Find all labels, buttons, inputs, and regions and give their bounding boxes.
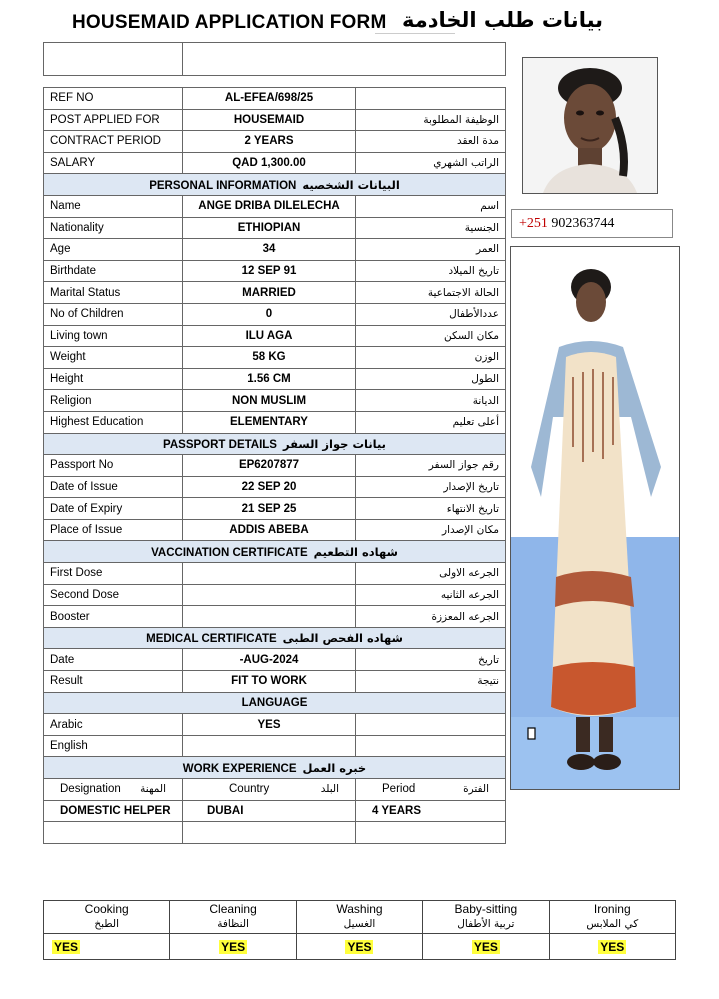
label: Washing (336, 902, 383, 916)
label: Cleaning (209, 902, 257, 916)
value: 12 SEP 91 (183, 260, 356, 282)
value: YES (347, 939, 372, 954)
skill-ironing-header (549, 901, 675, 934)
row-place-of-issue (44, 519, 506, 541)
label-ar: عددالأطفال (356, 303, 506, 325)
value: FIT TO WORK (183, 671, 356, 693)
label: Name (44, 195, 183, 217)
section-heading: PERSONAL INFORMATION (149, 179, 297, 192)
value: ILU AGA (183, 325, 356, 347)
phone-digits: 902363744 (551, 216, 615, 231)
skill-cleaning-header (170, 901, 296, 934)
section-medical (44, 627, 506, 649)
label: Arabic (44, 714, 183, 736)
blank-cell (356, 822, 506, 844)
section-personal-information (44, 174, 506, 196)
label-ar: الطول (356, 368, 506, 390)
label-ar: مدة العقد (356, 131, 506, 153)
label: Highest Education (44, 411, 183, 433)
label: Nationality (44, 217, 183, 239)
label: Marital Status (44, 282, 183, 304)
label: Date of Expiry (44, 498, 183, 520)
value: MARRIED (183, 282, 356, 304)
row-birthdate (44, 260, 506, 282)
value: 21 SEP 25 (183, 498, 356, 520)
value: HOUSEMAID (183, 109, 356, 131)
label: First Dose (44, 563, 183, 585)
row-english (44, 735, 506, 757)
section-heading: PASSPORT DETAILS (163, 438, 277, 451)
label: SALARY (44, 152, 183, 174)
label: Religion (44, 390, 183, 412)
section-passport-details (44, 433, 506, 455)
blank-cell (183, 822, 356, 844)
row-living-town (44, 325, 506, 347)
label: Place of Issue (44, 519, 183, 541)
label: Designation (60, 783, 121, 796)
section-vaccination (44, 541, 506, 563)
blank-cell (356, 735, 506, 757)
row-passport-no (44, 455, 506, 477)
row-medical-result (44, 671, 506, 693)
label-ar: الراتب الشهري (356, 152, 506, 174)
title-underline (375, 33, 455, 34)
value: YES (600, 939, 625, 954)
label: Ironing (593, 902, 631, 916)
label: Weight (44, 347, 183, 369)
label-ar: البلد (320, 783, 339, 796)
section-language (44, 692, 506, 714)
label-ar: مكان الإصدار (356, 519, 506, 541)
section-heading-ar: شهاده التطعيم (313, 544, 398, 559)
label-ar: مكان السكن (356, 325, 506, 347)
label-ar: تاريخ (356, 649, 506, 671)
full-body-photo (510, 246, 680, 790)
value: 2 YEARS (183, 131, 356, 153)
skill-cleaning-value (170, 934, 296, 960)
label-ar: تاريخ الانتهاء (356, 498, 506, 520)
blank-cell (44, 76, 506, 88)
row-salary (44, 152, 506, 174)
value: YES (54, 939, 79, 954)
label-ar (356, 88, 506, 110)
row-age (44, 239, 506, 261)
work-period: 4 YEARS (356, 800, 506, 822)
row-name (44, 195, 506, 217)
section-heading-ar: شهاده الفحص الطبى (282, 631, 403, 646)
value: 58 KG (183, 347, 356, 369)
label-ar: الوظيفة المطلوبة (356, 109, 506, 131)
label-ar: الجرعه المعززة (356, 606, 506, 628)
row-children (44, 303, 506, 325)
application-table (43, 42, 506, 844)
row-booster (44, 606, 506, 628)
label-ar: العمر (356, 239, 506, 261)
row-work-headers (44, 779, 506, 801)
label: Baby-sitting (454, 902, 518, 916)
label: English (44, 735, 183, 757)
value (183, 735, 356, 757)
label: Date (44, 649, 183, 671)
phone-country-code: +251 (519, 216, 548, 231)
label: Period (382, 783, 416, 796)
label: Date of Issue (44, 476, 183, 498)
form-title-english: HOUSEMAID APPLICATION FORM (72, 12, 387, 33)
value: YES (473, 939, 498, 954)
row-post-applied (44, 109, 506, 131)
header-period (356, 779, 506, 801)
label-ar: الجنسية (356, 217, 506, 239)
skill-cooking-header (44, 901, 170, 934)
section-work-experience (44, 757, 506, 779)
label-ar: رقم جواز السفر (356, 455, 506, 477)
row-ref-no (44, 88, 506, 110)
skill-washing-value (296, 934, 422, 960)
value (183, 563, 356, 585)
value: EP6207877 (183, 455, 356, 477)
row-marital-status (44, 282, 506, 304)
label: Passport No (44, 455, 183, 477)
label-ar: أعلى تعليم (356, 411, 506, 433)
label-ar: تربية الأطفال (457, 918, 515, 930)
portrait-photo (522, 57, 658, 194)
section-heading: WORK EXPERIENCE (182, 762, 297, 775)
phone-number (511, 209, 673, 238)
label-ar: تاريخ الإصدار (356, 476, 506, 498)
form-title-arabic: بيانات طلب الخادمة (402, 8, 604, 32)
label-ar: الوزن (356, 347, 506, 369)
section-heading: VACCINATION CERTIFICATE (151, 546, 308, 559)
value: ANGE DRIBA DILELECHA (183, 195, 356, 217)
blank-cell (44, 43, 183, 76)
label-ar: الحالة الاجتماعية (356, 282, 506, 304)
label: No of Children (44, 303, 183, 325)
label-ar: الديانة (356, 390, 506, 412)
label: Living town (44, 325, 183, 347)
blank-cell (356, 714, 506, 736)
label-ar: اسم (356, 195, 506, 217)
label-ar: المهنة (140, 783, 166, 796)
section-heading: LANGUAGE (241, 696, 308, 709)
label-ar: الطبخ (94, 918, 120, 930)
row-weight (44, 347, 506, 369)
work-country: DUBAI (183, 800, 356, 822)
value: ELEMENTARY (183, 411, 356, 433)
label: Booster (44, 606, 183, 628)
label: Result (44, 671, 183, 693)
skill-cooking-value (44, 934, 170, 960)
label: CONTRACT PERIOD (44, 131, 183, 153)
row-medical-date (44, 649, 506, 671)
label-ar: الفترة (463, 783, 489, 796)
skill-babysitting-header (423, 901, 549, 934)
section-heading-ar: خبره العمل (302, 760, 367, 775)
row-work-entry (44, 800, 506, 822)
header-country (183, 779, 356, 801)
row-education (44, 411, 506, 433)
section-heading-ar: بيانات جواز السفر (282, 436, 386, 451)
label-ar: النظافة (217, 918, 249, 930)
row-work-blank (44, 822, 506, 844)
value: 1.56 CM (183, 368, 356, 390)
skill-babysitting-value (423, 934, 549, 960)
work-designation: DOMESTIC HELPER (44, 800, 183, 822)
value: ADDIS ABEBA (183, 519, 356, 541)
row-second-dose (44, 584, 506, 606)
skills-table (43, 900, 676, 960)
skill-washing-header (296, 901, 422, 934)
value: AL-EFEA/698/25 (183, 88, 356, 110)
section-heading-ar: البيانات الشخصيه (302, 177, 400, 192)
blank-cell (44, 822, 183, 844)
value: -AUG-2024 (183, 649, 356, 671)
section-heading: MEDICAL CERTIFICATE (146, 633, 277, 646)
label: Country (229, 783, 270, 796)
label: REF NO (44, 88, 183, 110)
row-religion (44, 390, 506, 412)
value (183, 606, 356, 628)
row-date-of-expiry (44, 498, 506, 520)
value (183, 584, 356, 606)
row-date-of-issue (44, 476, 506, 498)
skill-ironing-value (549, 934, 675, 960)
label: POST APPLIED FOR (44, 109, 183, 131)
blank-cell (183, 43, 506, 76)
value: 34 (183, 239, 356, 261)
label-ar: كي الملابس (586, 918, 639, 930)
value: YES (221, 939, 246, 954)
label-ar: الغسيل (343, 918, 376, 930)
label: Birthdate (44, 260, 183, 282)
label: Height (44, 368, 183, 390)
row-arabic (44, 714, 506, 736)
row-first-dose (44, 563, 506, 585)
label-ar: الجرعه الثانيه (356, 584, 506, 606)
label-ar: نتيجة (356, 671, 506, 693)
label: Age (44, 239, 183, 261)
value: QAD 1,300.00 (183, 152, 356, 174)
value: NON MUSLIM (183, 390, 356, 412)
row-height (44, 368, 506, 390)
value: 22 SEP 20 (183, 476, 356, 498)
label: Cooking (84, 902, 129, 916)
label-ar: الجرعه الاولى (356, 563, 506, 585)
label: Second Dose (44, 584, 183, 606)
value: 0 (183, 303, 356, 325)
value: ETHIOPIAN (183, 217, 356, 239)
label-ar: تاريخ الميلاد (356, 260, 506, 282)
value: YES (183, 714, 356, 736)
row-nationality (44, 217, 506, 239)
header-designation (44, 779, 183, 801)
row-contract-period (44, 131, 506, 153)
